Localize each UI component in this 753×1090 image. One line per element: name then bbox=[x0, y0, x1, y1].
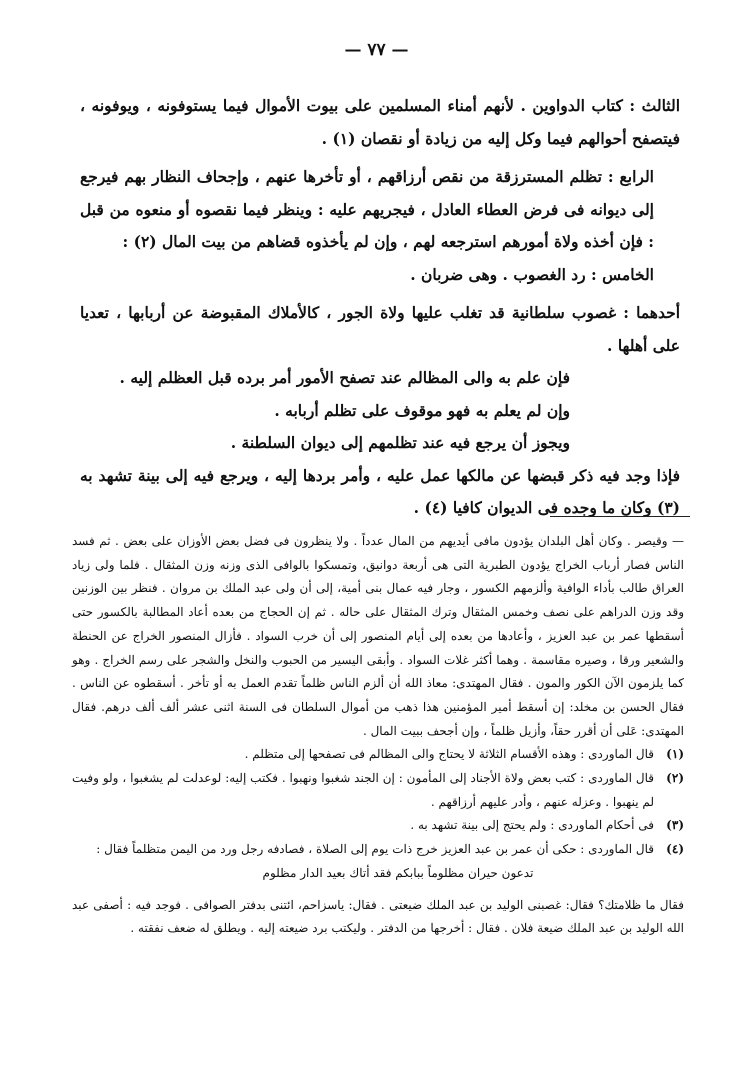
paragraph-first-kind: أحدهما : غصوب سلطانية قد تغلب عليها ولاة الجور ، كالأملاك المقبوضة عن أربابها ، تعديا على أهلها . bbox=[80, 303, 680, 355]
footnote-number: (٣) bbox=[666, 818, 684, 833]
poetry-verse: تدعون حيران مظلوماً ببابكم فقد أتاك بعيد الدار مظلوم bbox=[262, 865, 534, 880]
footnote-closing: فقال ما ظلامتك؟ فقال: غصبنى الوليد بن عبد الملك ضيعتى . فقال: ياسزاحم، ائتنى بدفتر الصوافى . فوجد فيه : أصفى عبد الله الوليد بن عبد الملك ضيعة فلان . فقال : أخرجها من الدفتر . وليكتب برد ضيعته إليه . ويطلق له ضعف نفقته . bbox=[72, 897, 684, 936]
paragraph-fourth-salaries: الرابع : تظلم المسترزقة من نقص أرزاقهم ، أو تأخرها عنهم ، وإجحاف النظار بهم فيرجع إلى ديوانه فى فرض العطاء العادل ، فيجريهم عليه : وينظر فيما نقصوه أو منعوه من قبل : فإن أخذه ولاة أمورهم استرجعه لهم ، وإن لم يأخذوه قضاهم من بيت المال (٢) : bbox=[80, 167, 654, 251]
footnote-number: (٤) bbox=[666, 842, 684, 857]
footnote-text: قال الماوردى : وهذه الأقسام الثلاثة لا يحتاج والى المظالم فى تصفحها إلى متظلم . bbox=[244, 747, 654, 762]
footnote-1 bbox=[72, 743, 684, 767]
footnote-continuation: — وقيصر . وكان أهل البلدان يؤدون مافى أيديهم من المال عدداً . ولا ينظرون فى فضل بعض الأوزان على بعض . ثم فسد الناس فصار أرباب الخراج يؤدون الطبرية التى هى أربعة دوانيق، وتمسكوا بالوافى الذى وزنه وزن المثقال . فلما ولى زياد العراق طالب بأداء الوافية وألزمهم الكسور ، وجار فيه عمال بنى أمية، إلى أن ولى عبد الملك بن مروان . فنظر بين الوزنين وقد وزن الدراهم على نصف وخمس المثقال وترك المثقال على حاله . ثم إن الحجاج من بعده أعاد المطالبة بالكسور حتى أسقطها عمر بن عبد العزيز ، وأعادها من بعده إلى أيام المنصور إلى أن خرب السواد . فأزال المنصور الخراج عن الحنطة والشعير ورقا ، وصيره مقاسمة . وهما أكثر غلات السواد . وأبقى اليسير من الحبوب والنخل والشجر على رسم الخراج . وهو كما يلزمون الآن الكور والمون . فقال المهتدى: معاذ الله أن ألزم الناس ظلماً تقدم العمل به أو تأخر . أسقطوه عن الناس . فقال الحسن بن مخلد: إن أسقط أمير المؤمنين هذا ذهب من أموال السلطان فى السنة اثنى عشر ألف ألف درهم. فقال المهتدى: عَلى أن أقرر حقاً، وأزيل ظلماً ، وإن أجحف ببيت المال . bbox=[72, 534, 685, 738]
footnote-text: قال الماوردى : حكى أن عمر بن عبد العزيز خرج ذات يوم إلى الصلاة ، فصادفه رجل ورد من اليمن متظلماً فقال : bbox=[96, 842, 654, 857]
footnote-text: فى أحكام الماوردى : ولم يحتج إلى بينة تشهد به . bbox=[410, 818, 654, 833]
footnote-3 bbox=[72, 814, 684, 838]
paragraph-if-found: فإذا وجد فيه ذكر قبضها عن مالكها عمل عليه ، وأمر بردها إليه ، ويرجع فيه إلى بينة تشهد به (٣) وكان ما وجده فى الديوان كافيا (٤) . bbox=[80, 465, 680, 517]
page-number: — ٧٧ — bbox=[344, 40, 409, 60]
footnote-text: قال الماوردى : كتب بعض ولاة الأجناد إلى المأمون : إن الجند شغبوا ونهبوا . فكتب إليه: لوعدلت لم يشغبوا ، ولو وفيت لم ينهبوا . وعزله عنهم ، وأدر عليهم أرزاقهم . bbox=[72, 771, 654, 809]
footnote-4 bbox=[72, 838, 684, 862]
footnotes bbox=[72, 530, 684, 941]
footnote-divider bbox=[550, 516, 690, 517]
paragraph-if-unknown: وإن لم يعلم به فهو موقوف على تظلم أربابه . bbox=[274, 400, 570, 420]
paragraph-third-clerks: الثالث : كتاب الدواوين . لأنهم أمناء المسلمين على بيوت الأموال فيما يستوفونه ، ويوفونه ، فيتصفح أحوالهم فيما وكل إليه من زيادة أو نقصان (١) . bbox=[80, 96, 680, 148]
paragraph-if-known: فإن علم به والى المظالم عند تصفح الأمور أمر برده قبل العظلم إليه . bbox=[119, 368, 570, 387]
footnote-number: (١) bbox=[666, 747, 684, 762]
main-text bbox=[80, 90, 680, 525]
footnote-number: (٢) bbox=[666, 771, 684, 786]
footnote-2 bbox=[72, 767, 684, 814]
paragraph-fifth-usurpations: الخامس : رد الغصوب . وهى ضربان . bbox=[410, 264, 654, 284]
paragraph-may-refer: ويجوز أن يرجع فيه عند تظلمهم إلى ديوان السلطنة . bbox=[230, 433, 570, 452]
